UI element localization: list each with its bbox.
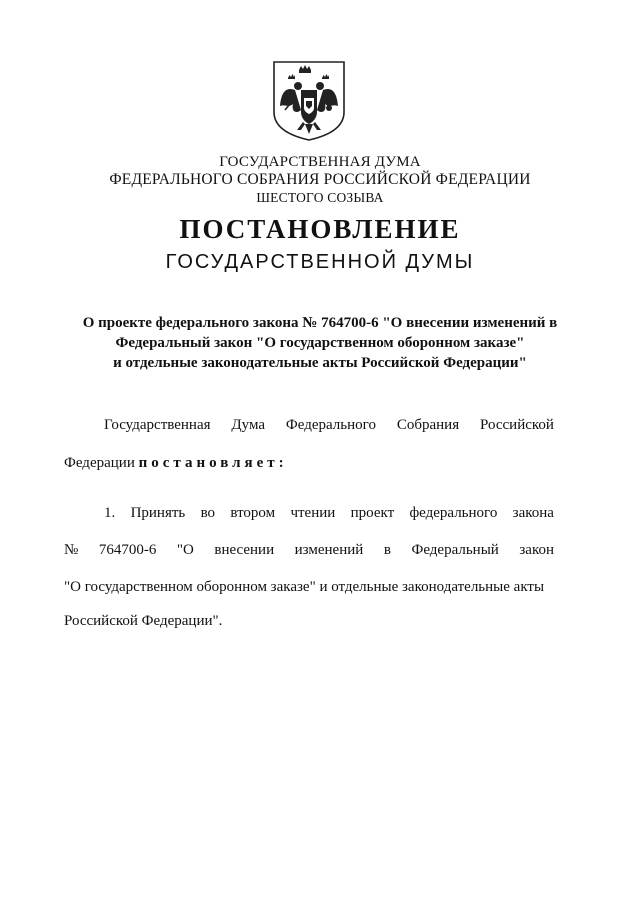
item1-line-4: Российской Федерации".	[64, 613, 223, 629]
item1-line-1	[104, 505, 554, 525]
preamble-verb: постановляет:	[138, 455, 288, 471]
item1-word: втором	[230, 505, 276, 521]
item1-word: закона	[512, 505, 554, 521]
item1-line-2	[64, 542, 554, 562]
item1-word: изменений	[294, 542, 364, 558]
preamble-prefix: Федерации	[64, 455, 139, 471]
subject-block	[40, 313, 600, 373]
header-line-federal-assembly: ФЕДЕРАЛЬНОГО СОБРАНИЯ РОССИЙСКОЙ ФЕДЕРАЦИИ	[109, 171, 531, 188]
preamble-word: Российской	[480, 417, 554, 433]
subject-line-3: и отдельные законодательные акты Российской Федерации"	[113, 355, 527, 371]
preamble-line-2	[64, 455, 554, 475]
item1-word: внесении	[214, 542, 275, 558]
item1-word: №	[64, 542, 79, 558]
item1-word: 764700-6	[98, 542, 157, 558]
item1-word: "О	[176, 542, 194, 558]
item1-word: в	[383, 542, 391, 558]
subject-line-2: Федеральный закон "О государственном оборонном заказе"	[115, 335, 525, 351]
item1-word: во	[200, 505, 216, 521]
item1-word: 1.	[104, 505, 116, 521]
item1-word: проект	[350, 505, 395, 521]
preamble-word: Государственная	[104, 417, 211, 433]
item1-word: чтении	[290, 505, 336, 521]
header-line-duma: ГОСУДАРСТВЕННАЯ ДУМА	[219, 154, 421, 170]
document-title: ПОСТАНОВЛЕНИЕ	[179, 214, 461, 244]
item1-word: федерального	[409, 505, 498, 521]
preamble-line-1	[104, 417, 554, 437]
coat-of-arms-emblem	[271, 60, 347, 142]
item1-word: закон	[519, 542, 554, 558]
preamble-word: Собрания	[396, 417, 460, 433]
item1-word: Принять	[130, 505, 186, 521]
item1-word: Федеральный	[411, 542, 499, 558]
item1-line-3: "О государственном оборонном заказе" и отдельные законодательные акты	[64, 579, 545, 595]
preamble-word: Федерального	[285, 417, 376, 433]
preamble-word: Дума	[231, 417, 266, 433]
subject-line-1: О проекте федерального закона № 764700-6 "О внесении изменений в	[82, 315, 558, 331]
document-subtitle: ГОСУДАРСТВЕННОЙ ДУМЫ	[165, 251, 475, 273]
header-line-convocation: ШЕСТОГО СОЗЫВА	[256, 190, 384, 205]
